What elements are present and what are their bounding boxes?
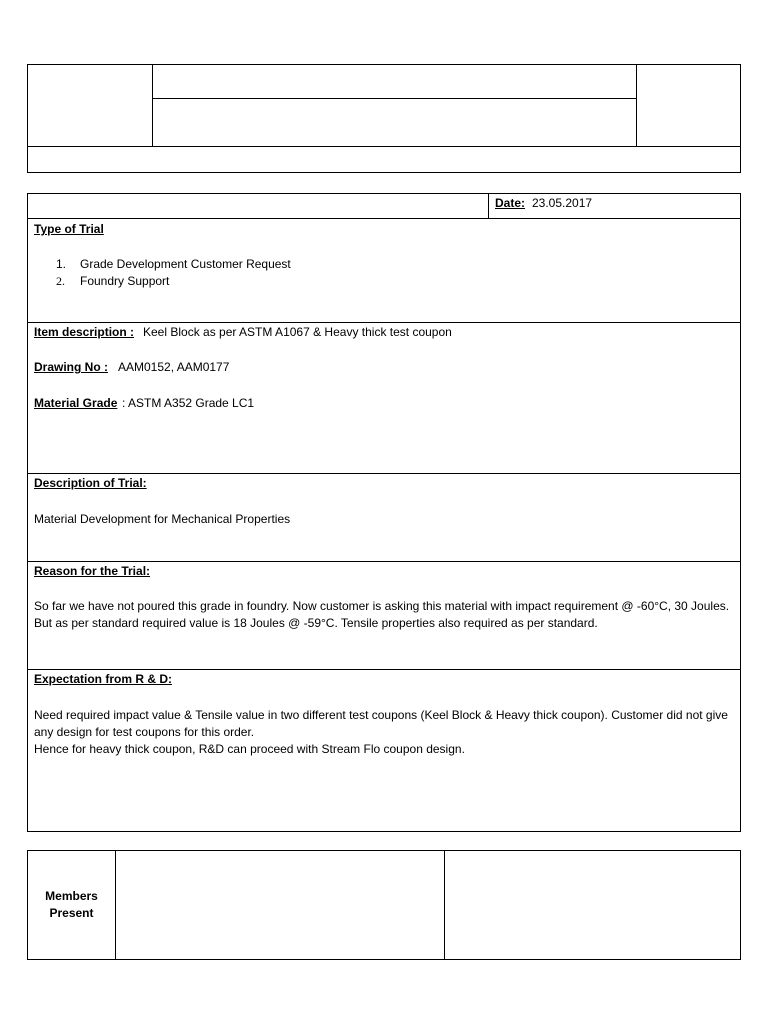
members-divider-left	[115, 850, 116, 960]
trial-type-number: 2.	[56, 274, 65, 288]
header-box	[27, 64, 741, 173]
header-divider-mid	[152, 98, 637, 99]
trial-type-label: Foundry Support	[80, 274, 170, 288]
date-divider	[488, 193, 489, 219]
reason-text: So far we have not poured this grade in foundry. Now customer is asking this material with impact requirement @ -60°C, 30 Joules. But as per standard required value is 18 Joules @ -59°C. Tensile properties also required as per standard.	[34, 599, 730, 630]
row-divider-item	[27, 473, 741, 474]
material-grade-label: Material Grade	[34, 396, 118, 410]
members-present-label: Members Present	[45, 889, 98, 920]
members-divider-right	[444, 850, 445, 960]
expectation-heading: Expectation from R & D:	[34, 672, 173, 686]
row-divider-type	[27, 322, 741, 323]
header-divider-right	[636, 64, 637, 147]
description-of-trial-heading: Description of Trial:	[34, 476, 147, 490]
header-divider-left	[152, 64, 153, 147]
item-description-value: Keel Block as per ASTM A1067 & Heavy thick test coupon	[143, 325, 452, 339]
drawing-no-label: Drawing No :	[34, 360, 108, 374]
trial-type-number: 1.	[56, 257, 67, 271]
expectation-text: Need required impact value & Tensile value in two different test coupons (Keel Block & Heavy thick coupon). Customer did not give any design for test coupons for this order.	[34, 708, 728, 739]
drawing-no-value: AAM0152, AAM0177	[118, 360, 230, 374]
header-divider-bottom	[27, 146, 741, 147]
item-description-label: Item description :	[34, 325, 135, 339]
type-of-trial-heading: Type of Trial	[34, 222, 104, 236]
description-of-trial-text: Material Development for Mechanical Properties	[34, 512, 291, 526]
row-divider-date	[27, 218, 741, 219]
material-grade-value: : ASTM A352 Grade LC1	[122, 396, 255, 410]
members-box	[27, 850, 741, 960]
row-divider-description	[27, 561, 741, 562]
date-value: 23.05.2017	[532, 196, 593, 210]
reason-heading: Reason for the Trial:	[34, 564, 151, 578]
row-divider-reason	[27, 669, 741, 670]
trial-type-label: Grade Development Customer Request	[80, 257, 291, 271]
expectation-text-2: Hence for heavy thick coupon, R&D can proceed with Stream Flo coupon design.	[34, 742, 465, 756]
date-label: Date:	[495, 196, 526, 210]
